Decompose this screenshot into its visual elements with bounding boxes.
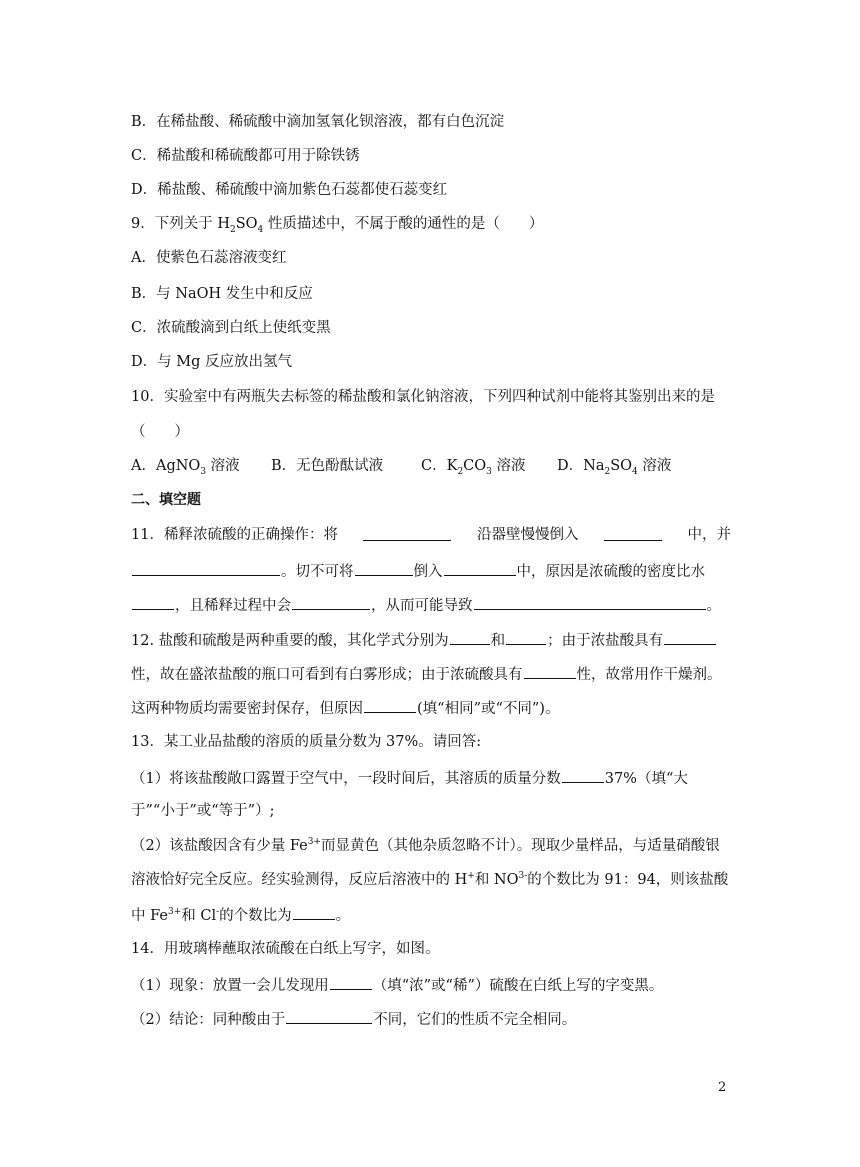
option-8d: D．稀盐酸、稀硫酸中滴加紫色石蕊都使石蕊变红 <box>131 182 448 198</box>
blank <box>604 525 662 541</box>
option-9c: C．浓硫酸滴到白纸上使纸变黑 <box>131 320 331 336</box>
question-13-2-line2: 溶液恰好完全反应。经实验测得，反应后溶液中的 H+和 $NO^{3-}$的个数比为 91：94，则该盐酸 <box>131 871 729 888</box>
question-14-2: （2）结论：同种酸由于 不同，它们的性质不完全相同。 <box>131 1008 576 1030</box>
blank <box>524 663 576 679</box>
question-13-2-line1: （2）该盐酸因含有少量 $Fe^{3+}$而显黄色（其他杂质忽略不计）。现取少量样品，与适量硝酸银 <box>131 837 720 854</box>
question-11-line1: 11．稀释浓硫酸的正确操作：将 沿器壁慢慢倒入 中，并 <box>131 527 731 543</box>
blank <box>364 697 416 713</box>
option-9a: A．使紫色石蕊溶液变红 <box>131 250 287 266</box>
blank <box>474 594 706 610</box>
section-heading-fill-in: 二、填空题 <box>131 492 201 508</box>
blank <box>132 560 280 576</box>
blank <box>132 594 174 610</box>
question-12-line2: 性，故在盛浓盐酸的瓶口可看到有白雾形成；由于浓硫酸具有 性，故常用作干燥剂。 <box>131 663 722 685</box>
question-10-options <box>131 456 671 476</box>
question-9: 9．下列关于 $H_2SO_4$ 性质描述中，不属于酸的通性的是（ ） <box>131 216 544 235</box>
question-13-1-line2: 于”“小于”或“等于”）; <box>131 803 275 819</box>
option-8c: C．稀盐酸和稀硫酸都可用于除铁锈 <box>131 148 360 164</box>
option-10a: A．AgNO$_3$ 溶液 <box>131 458 240 477</box>
blank <box>293 904 335 920</box>
option-10c: C．$K_2CO_3$ 溶液 <box>421 458 526 477</box>
question-10-paren: （ ） <box>131 424 189 440</box>
blank <box>450 629 490 645</box>
question-10: 10．实验室中有两瓶失去标签的稀盐酸和氯化钠溶液，下列四种试剂中能将其鉴别出来的是 <box>131 389 715 405</box>
question-13: 13．某工业品盐酸的溶质的质量分数为 37%。请回答: <box>131 734 482 750</box>
blank <box>355 560 413 576</box>
option-9d: D．与 Mg 反应放出氢气 <box>131 354 292 370</box>
option-10d: D．$Na_2SO_4$ 溶液 <box>557 458 672 477</box>
question-13-1-line1: （1）将该盐酸敞口露置于空气中，一段时间后，其溶质的质量分数 37%（填“大 <box>131 767 688 789</box>
question-11-line2: 。切不可将 倒入 中，原因是浓硫酸的密度比水 <box>131 560 705 582</box>
blank <box>286 1008 372 1024</box>
page-number: 2 <box>718 1080 727 1095</box>
option-10b: B．无色酚酞试液 <box>271 458 384 474</box>
blank <box>506 629 546 645</box>
question-12-line3: 这两种物质均需要密封保存，但原因 (填“相同”或“不同”)。 <box>131 697 559 719</box>
blank <box>664 629 716 645</box>
question-14: 14．用玻璃棒蘸取浓硫酸在白纸上写字，如图。 <box>131 941 440 957</box>
question-13-2-line3: 中 $Fe^{3+}$和 Cl-的个数比为 。 <box>131 904 350 926</box>
blank <box>330 974 372 990</box>
blank <box>562 767 604 783</box>
option-9b: B．与 NaOH 发生中和反应 <box>131 286 313 302</box>
blank <box>292 594 370 610</box>
option-8b: B．在稀盐酸、稀硫酸中滴加氢氧化钡溶液，都有白色沉淀 <box>131 114 505 130</box>
blank <box>444 560 516 576</box>
question-14-1: （1）现象：放置一会儿发现用 （填“浓”或“稀”）硫酸在白纸上写的字变黑。 <box>131 974 663 996</box>
question-11-line3: ，且稀释过程中会 ，从而可能导致 。 <box>131 594 721 616</box>
question-12-line1: 12. 盐酸和硫酸是两种重要的酸，其化学式分别为 和 ；由于浓盐酸具有 <box>131 629 717 651</box>
blank <box>363 525 451 541</box>
